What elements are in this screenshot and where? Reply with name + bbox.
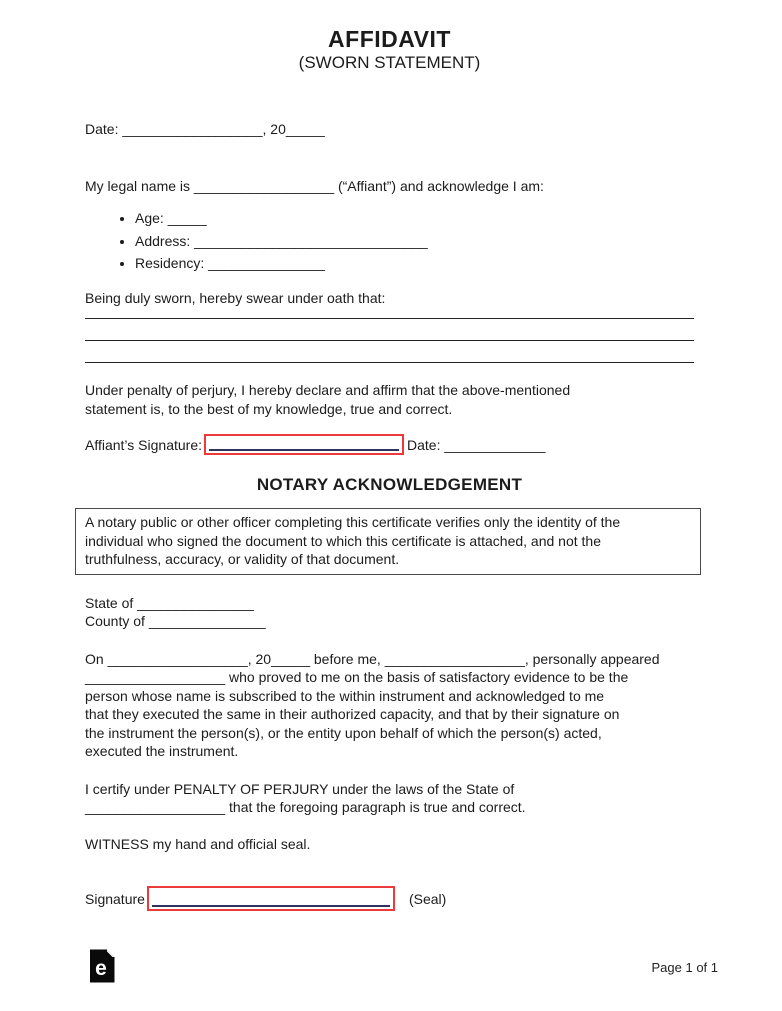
document-subtitle: (SWORN STATEMENT) <box>298 53 481 72</box>
statement-writing-line <box>85 307 694 319</box>
page-number-label: Page 1 of 1 <box>651 960 718 975</box>
bullet-item-address: • Address: ______________________________ <box>135 230 694 253</box>
sworn-statement-intro: Being duly sworn, hereby swear under oath that: <box>85 289 386 306</box>
affiant-facts-list <box>85 207 694 275</box>
bullet-item-age: • Age: _____ <box>135 207 694 230</box>
notary-certificate-notice-box: A notary public or other officer completing this certificate verifies only the identity of the individual who signed the document to which this certificate is attached, and not the truthfulness, accuracy, or validity of that document. <box>75 508 701 575</box>
eforms-logo-icon <box>88 948 116 984</box>
legal-name-line: My legal name is __________________ (“Affiant”) and acknowledge I am: <box>85 177 544 194</box>
signature-underline <box>152 905 390 907</box>
notary-acknowledgement-paragraph: On __________________, 20_____ before me, __________________, personally appeared __________________ who proved to me on the basis of satisfactory evidence to be the person whose name is subscribed to the within instrument and acknowledged to me that they executed the same in their authorized capacity, and that by their signature on the instrument the person(s), or the entity upon behalf of which the person(s) acted, executed the instrument. <box>85 650 660 759</box>
statement-writing-lines <box>85 307 694 363</box>
notary-signature-row <box>85 886 694 911</box>
notary-certify-paragraph: I certify under PENALTY OF PERJURY under the laws of the State of __________________ that the foregoing paragraph is true and correct. <box>85 780 526 815</box>
bullet-item-residency: • Residency: _______________ <box>135 252 694 275</box>
affiant-signature-row <box>85 434 694 455</box>
statement-writing-line <box>85 319 694 341</box>
county-line: County of _______________ <box>85 613 266 629</box>
notary-acknowledgement-heading: NOTARY ACKNOWLEDGEMENT <box>256 475 523 494</box>
notary-signature-label: Signature <box>85 890 145 907</box>
statement-writing-line <box>85 341 694 363</box>
seal-label: (Seal) <box>408 890 447 907</box>
notary-signature-field[interactable] <box>147 886 395 911</box>
logo-letter: e <box>95 957 107 980</box>
perjury-declaration: Under penalty of perjury, I hereby declare and affirm that the above-mentioned statement is, to the best of my knowledge, true and correct. <box>85 382 571 417</box>
signature-underline <box>209 449 399 451</box>
affiant-signature-label: Affiant’s Signature: <box>85 436 203 453</box>
document-title: AFFIDAVIT <box>328 26 451 52</box>
state-line: State of _______________ <box>85 594 254 611</box>
date-line: Date: __________________, 20_____ <box>85 121 325 137</box>
witness-line: WITNESS my hand and official seal. <box>85 835 311 852</box>
affiant-signature-field[interactable] <box>204 434 404 455</box>
affiant-signature-date-line: Date: _____________ <box>407 436 546 453</box>
